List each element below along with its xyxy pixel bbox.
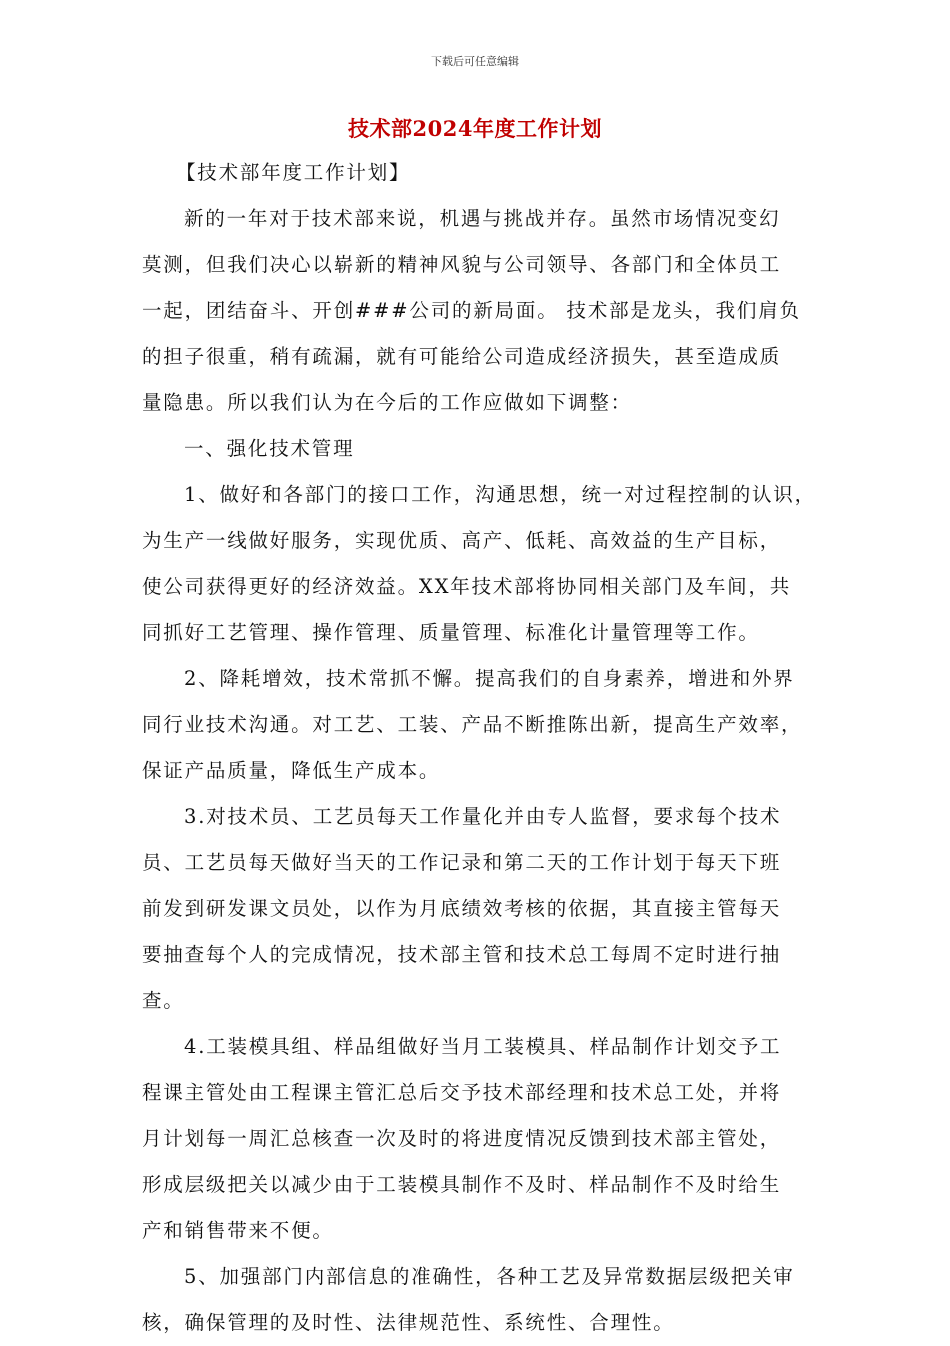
body-line: 保证产品质量，降低生产成本。 — [142, 759, 441, 782]
body-line: 1、做好和各部门的接口工作，沟通思想，统一对过程控制的认识， — [184, 483, 816, 506]
body-line: 莫测，但我们决心以崭新的精神风貌与公司领导、各部门和全体员工 — [142, 253, 782, 276]
body-line: 同行业技术沟通。对工艺、工装、产品不断推陈出新，提高生产效率， — [142, 713, 803, 736]
body-line: 同抓好工艺管理、操作管理、质量管理、标准化计量管理等工作。 — [142, 621, 760, 644]
body-line: 5、加强部门内部信息的准确性，各种工艺及异常数据层级把关审 — [184, 1265, 795, 1288]
body-line: 程课主管处由工程课主管汇总后交予技术部经理和技术总工处，并将 — [142, 1081, 782, 1104]
document-body — [142, 150, 818, 1346]
body-line: 一起，团结奋斗、开创###公司的新局面。 技术部是龙头，我们肩负 — [142, 299, 801, 322]
body-line: 使公司获得更好的经济效益。XX年技术部将协同相关部门及车间，共 — [142, 575, 792, 598]
body-line: 产和销售带来不便。 — [142, 1219, 334, 1242]
body-line: 查。 — [142, 989, 185, 1012]
body-line: 核，确保管理的及时性、法律规范性、系统性、合理性。 — [142, 1311, 675, 1334]
body-line: 月计划每一周汇总核查一次及时的将进度情况反馈到技术部主管处， — [142, 1127, 782, 1150]
body-line: 的担子很重，稍有疏漏，就有可能给公司造成经济损失，甚至造成质 — [142, 345, 782, 368]
body-line: 新的一年对于技术部来说，机遇与挑战并存。虽然市场情况变幻 — [184, 207, 781, 230]
body-line: 量隐患。所以我们认为在今后的工作应做如下调整： — [142, 391, 632, 414]
document-title: 技术部2024年度工作计划 — [348, 116, 602, 141]
body-line: 前发到研发课文员处，以作为月底绩效考核的依据，其直接主管每天 — [142, 897, 782, 920]
page-header: 下载后可任意编辑 — [431, 55, 519, 68]
body-line: 形成层级把关以减少由于工装模具制作不及时、样品制作不及时给生 — [142, 1173, 782, 1196]
body-line: 2、降耗增效，技术常抓不懈。提高我们的自身素养，增进和外界 — [184, 667, 795, 690]
body-line: 4.工装模具组、样品组做好当月工装模具、样品制作计划交予工 — [184, 1035, 782, 1058]
body-line: 【技术部年度工作计划】 — [176, 161, 411, 184]
body-line: 要抽查每个人的完成情况，技术部主管和技术总工每周不定时进行抽 — [142, 943, 782, 966]
body-line: 为生产一线做好服务，实现优质、高产、低耗、高效益的生产目标， — [142, 529, 782, 552]
body-line: 员、工艺员每天做好当天的工作记录和第二天的工作计划于每天下班 — [142, 851, 782, 874]
body-line: 3.对技术员、工艺员每天工作量化并由专人监督，要求每个技术 — [184, 805, 782, 828]
section-heading: 一、强化技术管理 — [184, 437, 355, 460]
